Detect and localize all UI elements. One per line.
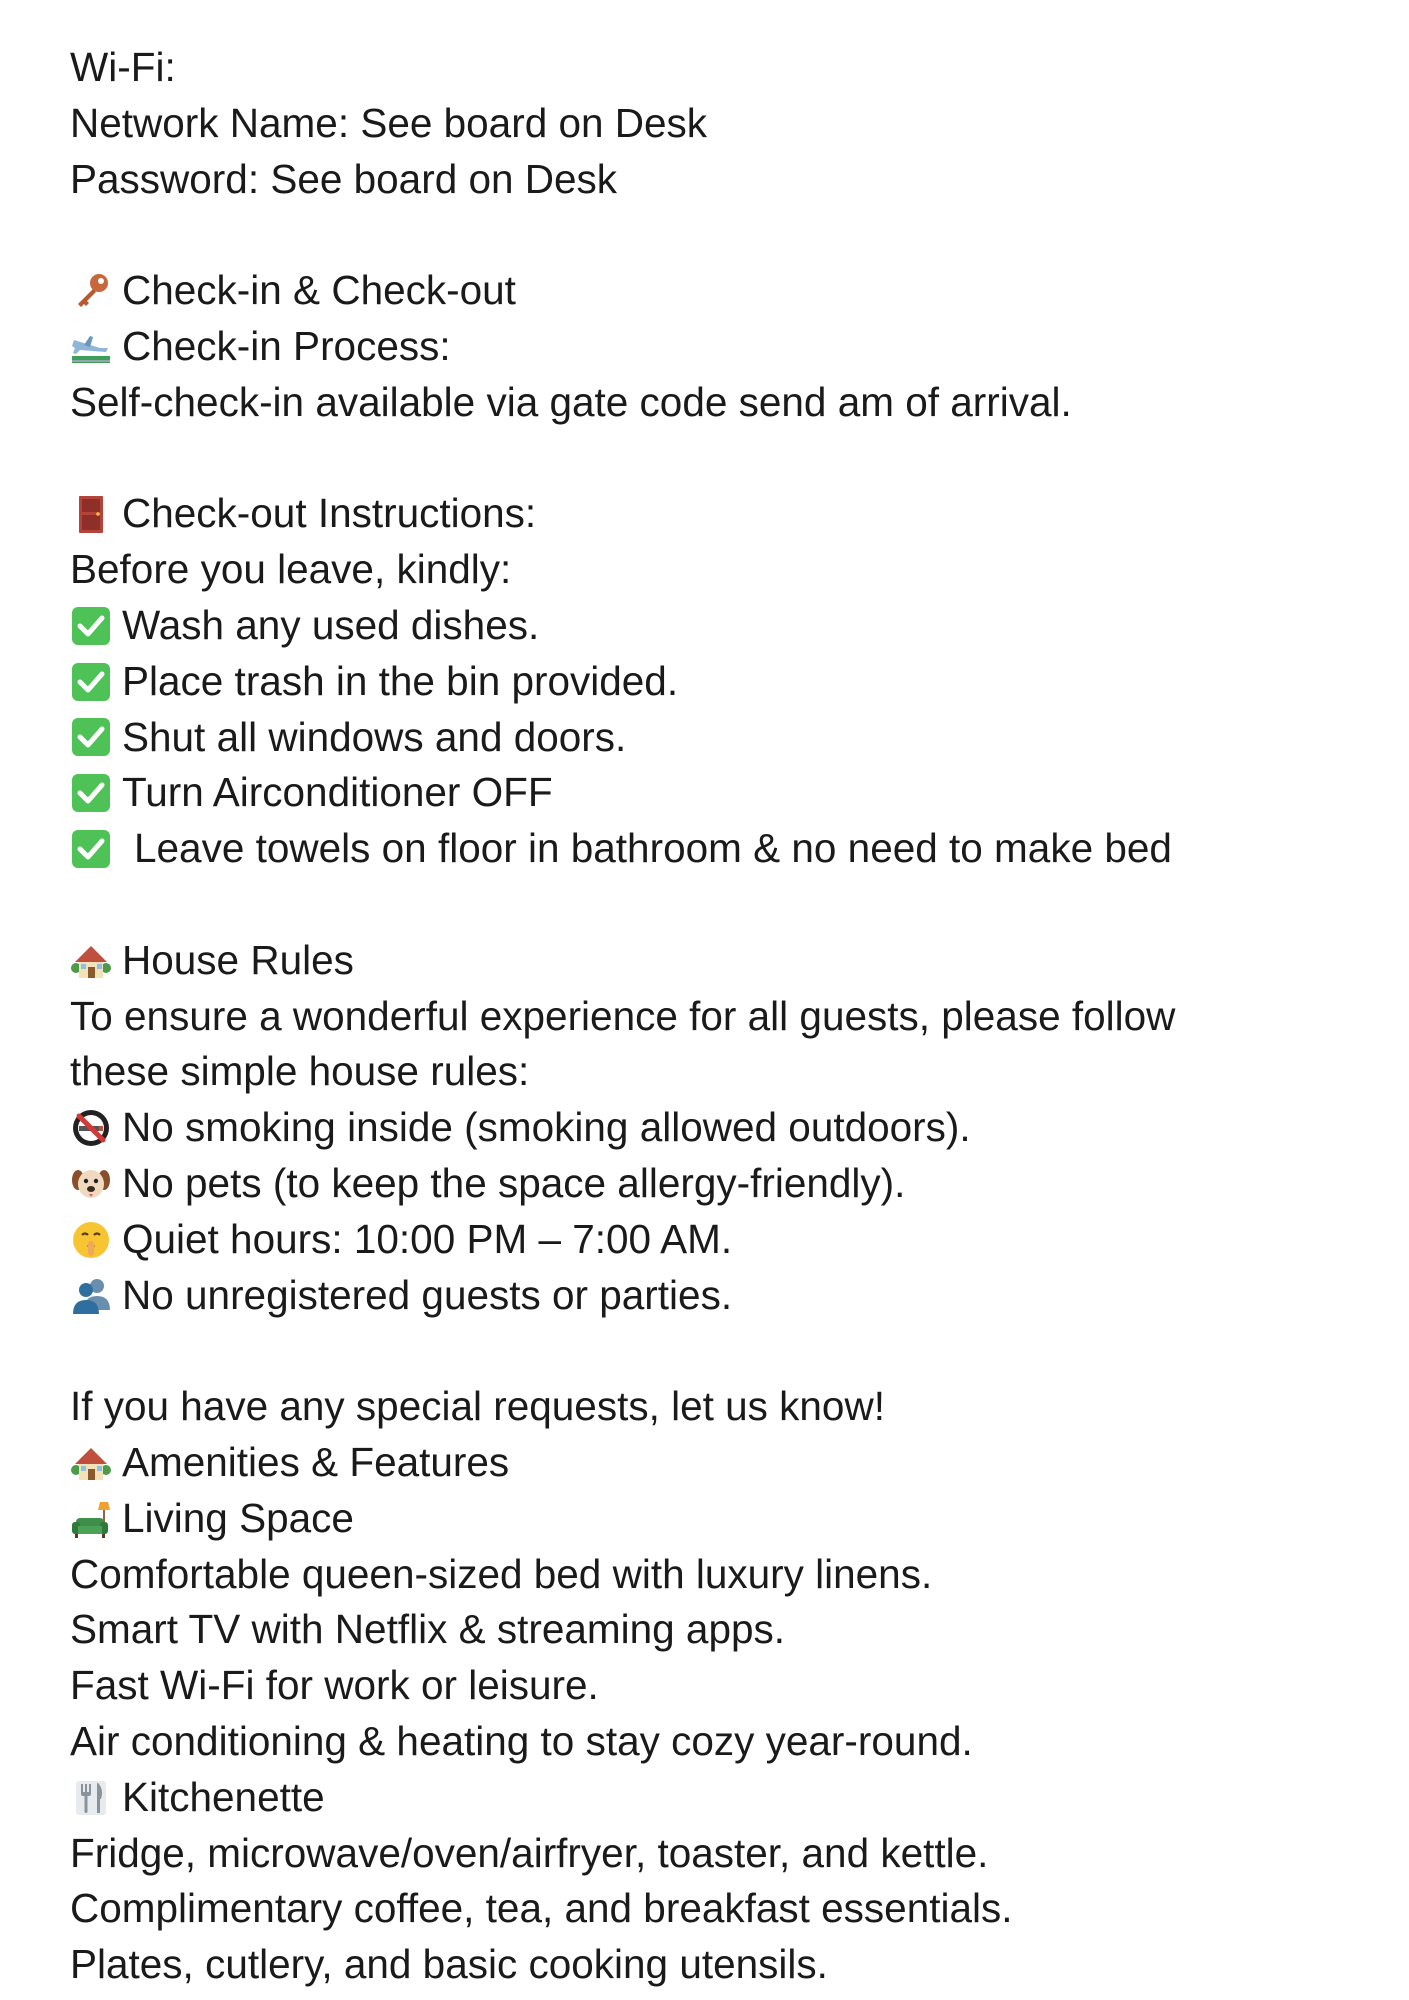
checkout-title: Check-out Instructions:: [122, 490, 537, 537]
door-icon: [70, 493, 112, 535]
spacer: [70, 431, 1370, 487]
kitchenette-item: Plates, cutlery, and basic cooking utensils.: [70, 1941, 828, 1988]
check-mark-icon: [70, 716, 112, 758]
house-rules-title: House Rules: [122, 936, 354, 983]
checkout-item-text: Turn Airconditioner OFF: [122, 769, 553, 816]
checkout-intro: Before you leave, kindly:: [70, 546, 512, 593]
kitchenette-item: Complimentary coffee, tea, and breakfast essentials.: [70, 1885, 1013, 1932]
house-rule-text: No smoking inside (smoking allowed outdoors).: [122, 1104, 971, 1151]
house-rule-text: Quiet hours: 10:00 PM – 7:00 AM.: [122, 1215, 733, 1262]
house-guide-document: [70, 40, 1370, 1993]
couch-lamp-icon: [70, 1498, 112, 1540]
living-space-title: Living Space: [122, 1494, 354, 1541]
house-rules-heading: [70, 933, 1370, 989]
checkout-item-text: Place trash in the bin provided.: [122, 657, 679, 704]
shushing-face-icon: [70, 1219, 112, 1261]
house-rules-intro-line-1: To ensure a wonderful experience for all guests, please follow: [70, 992, 1176, 1039]
kitchenette-title: Kitchenette: [122, 1773, 325, 1820]
living-space-item: Smart TV with Netflix & streaming apps.: [70, 1606, 785, 1653]
house-rule-item: [70, 1156, 1370, 1212]
checkout-item: [70, 765, 1370, 821]
check-mark-icon: [70, 772, 112, 814]
dog-face-icon: [70, 1163, 112, 1205]
living-space-heading: [70, 1491, 1370, 1547]
amenities-title: Amenities & Features: [122, 1438, 510, 1485]
wifi-heading: Wi-Fi:: [70, 44, 176, 90]
check-mark-icon: [70, 828, 112, 870]
checkin-checkout-title: Check-in & Check-out: [122, 267, 516, 314]
no-smoking-icon: [70, 1107, 112, 1149]
house-rule-item: [70, 1268, 1370, 1324]
checkout-item: [70, 821, 1370, 877]
wifi-password: Password: See board on Desk: [70, 155, 618, 202]
fork-knife-icon: [70, 1777, 112, 1819]
checkout-item-text: Wash any used dishes.: [122, 601, 540, 648]
checkout-item: [70, 710, 1370, 766]
checkin-process-heading: [70, 319, 1370, 375]
check-mark-icon: [70, 605, 112, 647]
living-space-item: Fast Wi-Fi for work or leisure.: [70, 1662, 599, 1709]
people-silhouette-icon: [70, 1274, 112, 1316]
house-rules-intro-line-2: these simple house rules:: [70, 1048, 530, 1095]
spacer: [70, 1323, 1370, 1379]
wifi-network-name: Network Name: See board on Desk: [70, 99, 708, 146]
checkout-item-text: Shut all windows and doors.: [122, 713, 627, 760]
house-rule-text: No pets (to keep the space allergy-friendly).: [122, 1159, 906, 1206]
checkout-item: [70, 654, 1370, 710]
checkin-process-title: Check-in Process:: [122, 322, 451, 369]
check-mark-icon: [70, 661, 112, 703]
kitchenette-heading: [70, 1770, 1370, 1826]
key-icon: [70, 270, 112, 312]
living-space-item: Air conditioning & heating to stay cozy year-round.: [70, 1717, 973, 1764]
spacer: [70, 877, 1370, 933]
house-rule-text: No unregistered guests or parties.: [122, 1271, 733, 1318]
checkin-process-text: Self-check-in available via gate code send am of arrival.: [70, 378, 1072, 425]
spacer: [70, 207, 1370, 263]
checkin-checkout-heading: [70, 263, 1370, 319]
airplane-arrival-icon: [70, 326, 112, 368]
checkout-heading: [70, 486, 1370, 542]
house-icon: [70, 940, 112, 982]
amenities-heading: [70, 1435, 1370, 1491]
house-rule-item: [70, 1100, 1370, 1156]
checkout-item-text: Leave towels on floor in bathroom & no need to make bed: [134, 825, 1172, 872]
special-requests-text: If you have any special requests, let us know!: [70, 1383, 885, 1430]
house-rule-item: [70, 1212, 1370, 1268]
house-icon: [70, 1442, 112, 1484]
kitchenette-item: Fridge, microwave/oven/airfryer, toaster, and kettle.: [70, 1829, 989, 1876]
checkout-item: [70, 598, 1370, 654]
living-space-item: Comfortable queen-sized bed with luxury linens.: [70, 1550, 933, 1597]
